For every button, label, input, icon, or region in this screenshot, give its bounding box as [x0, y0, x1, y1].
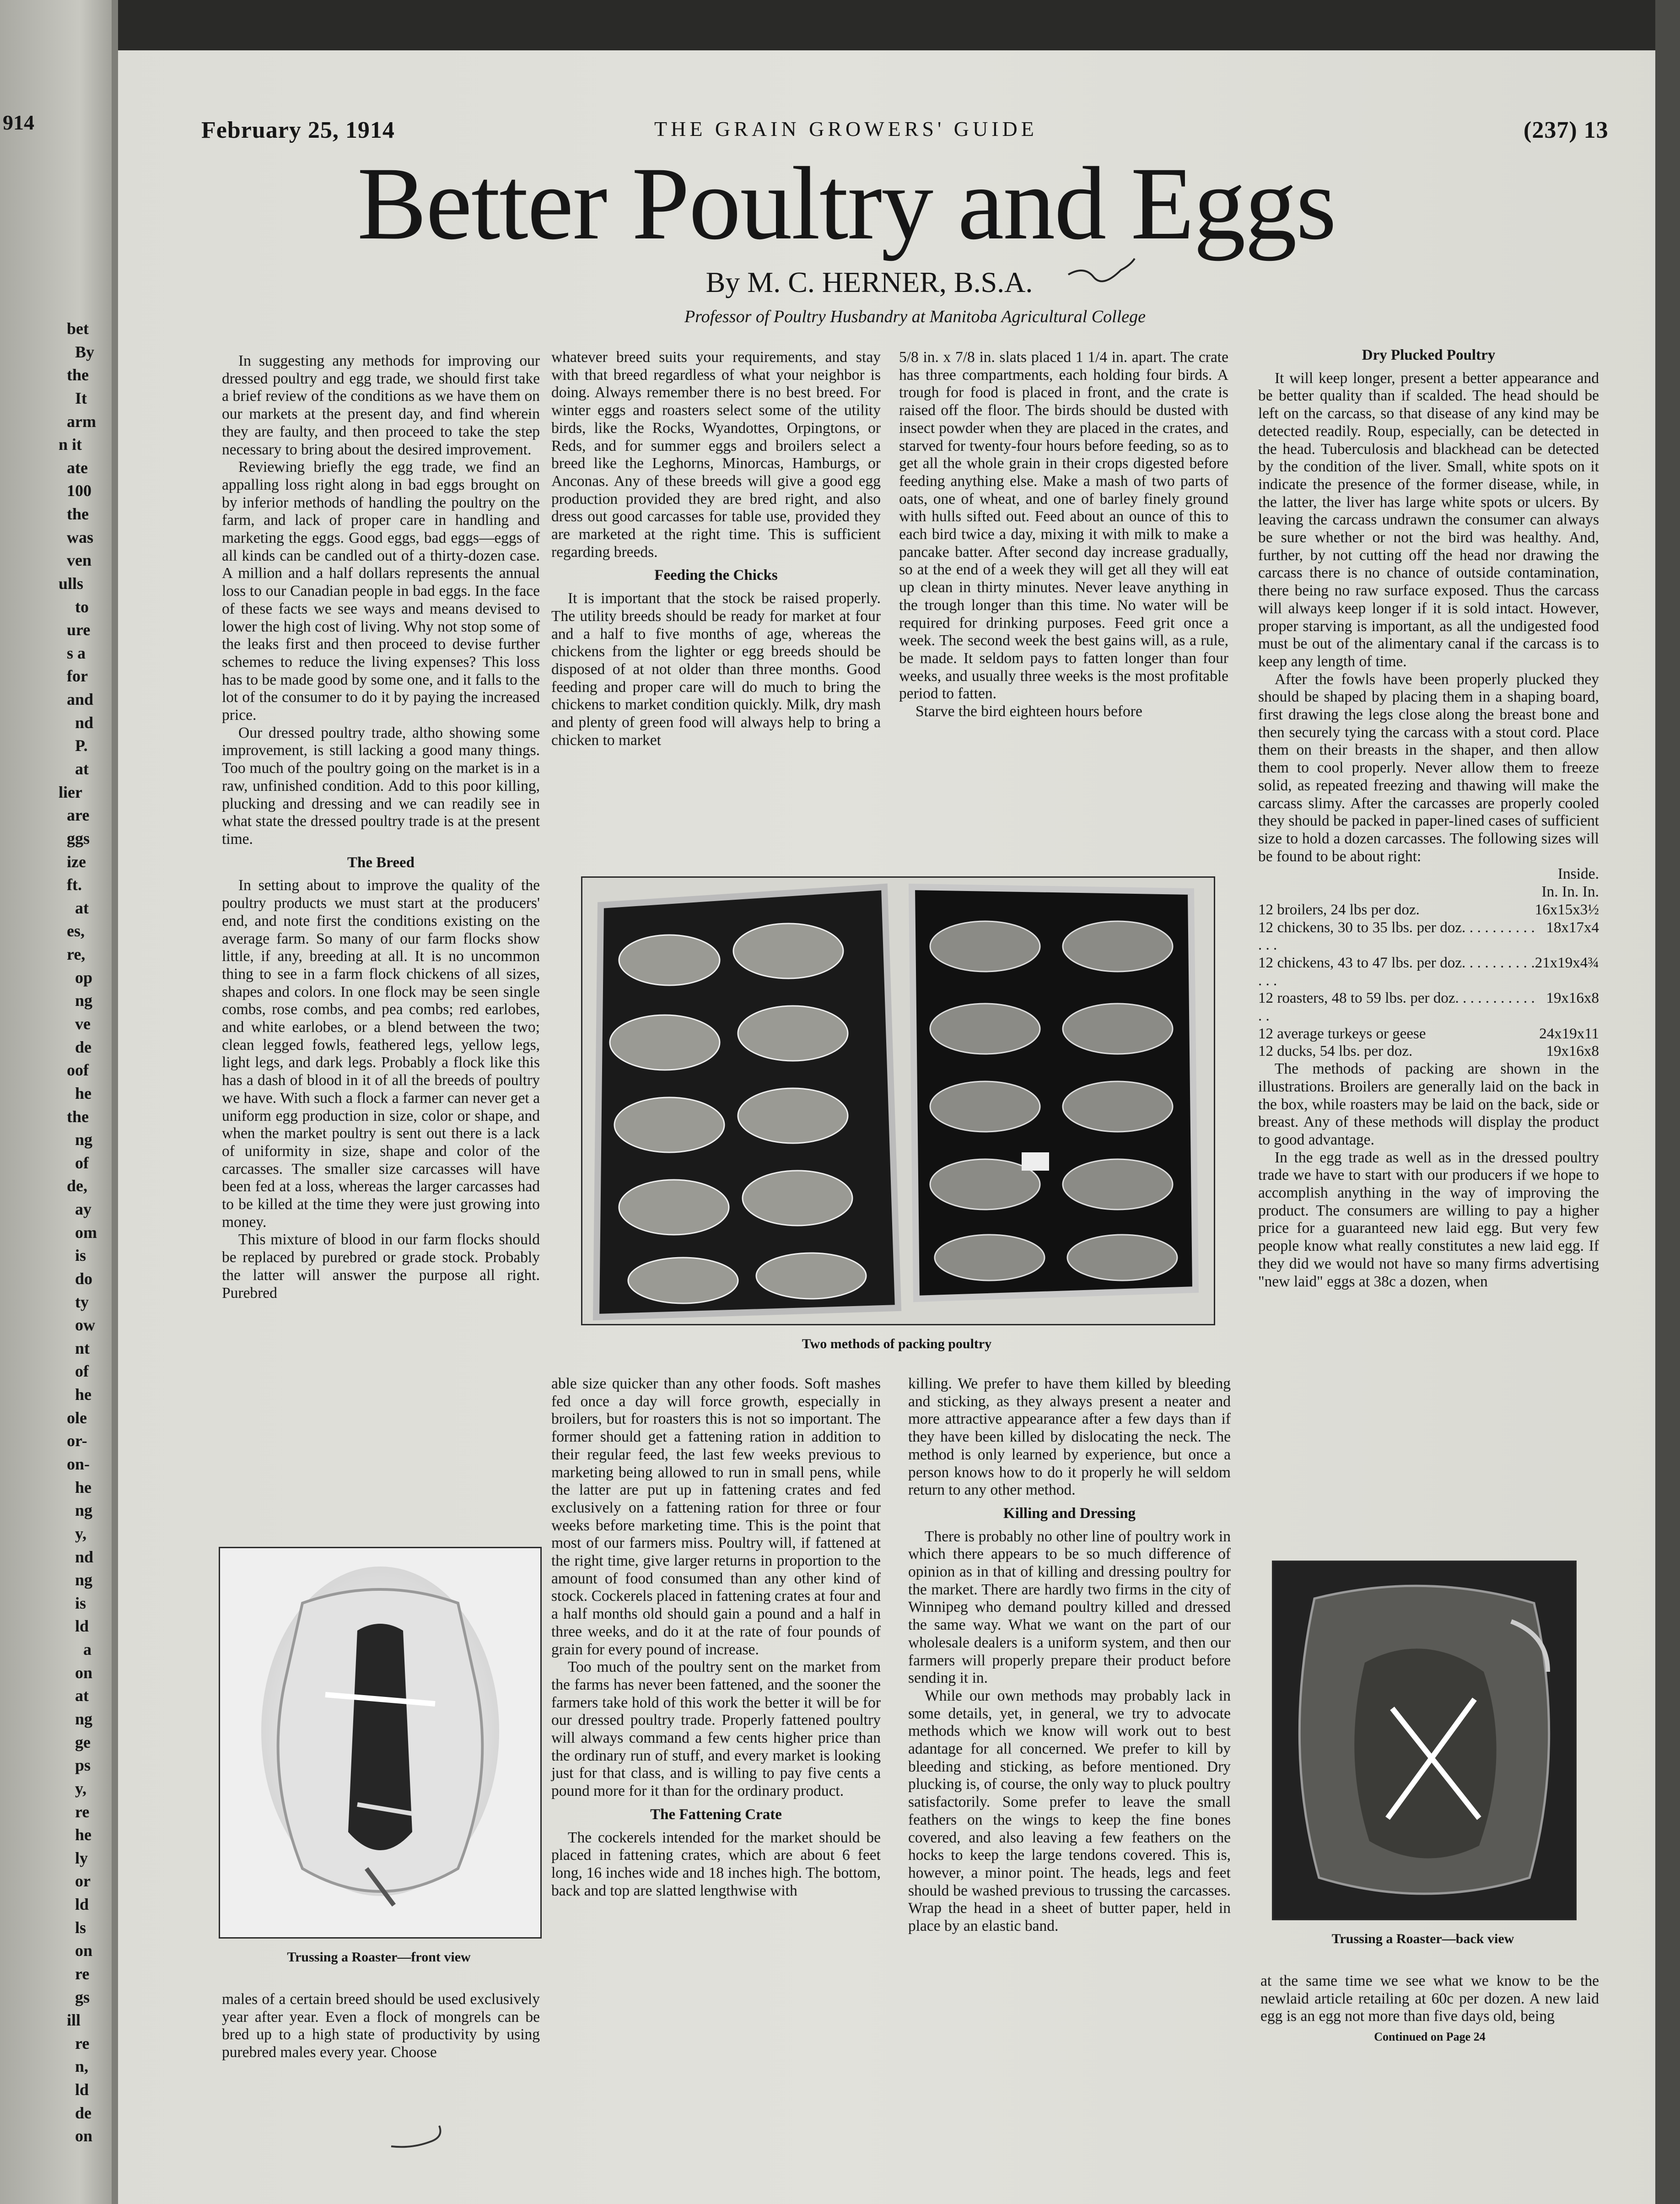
previous-page-date: 914: [3, 111, 34, 134]
size-item: 12 broilers, 24 lbs per doz.: [1258, 901, 1420, 918]
margin-fragment: By: [75, 343, 95, 361]
margin-fragment: ls: [75, 1918, 86, 1937]
paragraph: It will keep longer, present a better appearance and be better quality than if scalded. The head should be left on the carcass, so that disease of any kind may be detected readily. Roup, especially, can be detected in the head. Tuberculosis and blackhead can be detected by the condition of the liver. Small, white spots on it indicate the presence of the former disease, while, in the latter, the liver has large white spots or ulcers. By leaving the carcass undrawn the consumer can always be sure whether or not the bird was healthy. And, further, by not cutting off the head nor drawing the carcass there is no chance of outside contamination, there being no raw surface exposed. Thus the carcass will always keep longer if it is sold intact. However, proper starving is important, as all the undigested food must be out of the alimentary canal if the carcass is to keep any length of time.: [1258, 369, 1599, 670]
margin-fragment: ge: [75, 1733, 91, 1751]
margin-fragment: the: [67, 505, 89, 523]
column-1-top: [222, 352, 540, 1302]
column-4-bottom: [1260, 1972, 1599, 2046]
paragraph: There is probably no other line of poultry work in which there appears to be so much difference of opinion as in that of killing and dressing poultry for the market. There are hardly two firms in the city of Winnipeg who demand poultry killed and dressed the same way. What we want on the part of our wholesale dealers is a uniform system, and then our farmers will properly prepare their product before sending it in.: [908, 1528, 1231, 1687]
roaster-back-image: [1273, 1562, 1575, 1919]
margin-fragment: was: [67, 528, 94, 546]
margin-fragment: ld: [75, 2080, 89, 2099]
margin-fragment: bet: [67, 319, 89, 338]
size-row: [1258, 919, 1599, 954]
margin-fragment: re: [75, 2034, 90, 2053]
paragraph: 5/8 in. x 7/8 in. slats placed 1 1/4 in. apart. The crate has three compartments, each holding four birds. A trough for food is placed in front, and the crate is raised off the floor. The birds should be dusted with insect powder when they are placed in the crates, and starved for twenty-four hours before feeding, so as to get all the whole grain in their crops digested before feeding anything else. Make a mash of two parts of oats, one of wheat, and one of barley finely ground with hulls sifted out. Feed about an ounce of this to each bird twice a day, mixing it with milk to make a pancake batter. After second day increase gradually, so at the end of a week they will get all they will eat up clean in thirty minutes. Never leave anything in the trough longer than this time. No water will be required for drinking purposes. Feed grit once a week. The second week the best gains will, as a rule, be made. It seldom pays to fatten longer than four weeks, and usually three weeks is the most profitable period to fatten.: [899, 349, 1228, 702]
previous-page-fragment: [0, 0, 114, 2204]
margin-fragment: ay: [75, 1200, 92, 1218]
section-heading-dry-plucked: Dry Plucked Poultry: [1362, 347, 1496, 363]
column-4: [1258, 341, 1599, 1291]
margin-fragment: ure: [67, 621, 91, 639]
size-item: 12 ducks, 54 lbs. per doz.: [1258, 1043, 1413, 1060]
sizes-header-units: In. In. In.: [1541, 883, 1599, 901]
paragraph: In suggesting any methods for improving our dressed poultry and egg trade, we should first take a brief review of the conditions as we have them on our markets at the present day, and find wherein they are faulty, and then proceed to take the step necessary to bring about the desired improvement.: [222, 352, 540, 458]
size-item: 12 chickens, 30 to 35 lbs. per doz. . . . . . . . . . . . .: [1258, 919, 1535, 954]
margin-fragment: he: [75, 1826, 92, 1844]
margin-fragment: ve: [75, 1015, 91, 1033]
margin-fragment: or: [75, 1872, 91, 1890]
margin-fragment: de: [75, 1038, 92, 1056]
pencil-mark-icon: [1066, 256, 1139, 293]
scan-top-edge: [0, 0, 1680, 50]
margin-fragment: oof: [67, 1061, 89, 1079]
paragraph: Our dressed poultry trade, altho showing some improvement, is still lacking a good many things. Too much of the poultry going on the market is in a raw, unfinished condition. Add to this poor killing, plucking and dressing and we can readily see in what state the dressed poultry trade is at the present time.: [222, 724, 540, 848]
author-affiliation: Professor of Poultry Husbandry at Manitoba Agricultural College: [684, 307, 1146, 326]
section-heading-crate: The Fattening Crate: [650, 1806, 782, 1823]
column-3-bottom: [908, 1375, 1231, 1935]
column-2-bottom: [551, 1375, 881, 1900]
margin-fragment: he: [75, 1084, 92, 1102]
paragraph: After the fowls have been properly plucked they should be shaped by placing them in a shaping board, first drawing the legs close along the breast bone and then securely tying the carcass with a stout cord. Place them on their breasts in the shaper, and then allow them to cool properly. Never allow them to freeze solid, as repeated freezing and thawing will make the carcass slimy. After the carcasses are properly cooled they should be packed in paper-lined cases of sufficient size to hold a dozen carcasses. The following sizes will be found to be about right:: [1258, 670, 1599, 865]
margin-fragment: for: [67, 667, 88, 685]
photo-trussing-back: [1272, 1561, 1577, 1920]
paragraph: able size quicker than any other foods. Soft mashes fed once a day will force growth, especially in broilers, but for roasters this is not so important. The former should get a fattening ration in addition to their regular feed, the last few weeks previous to marketing being allowed to run in small pens, while the latter are put up in fattening crates and fed exclusively on a fattening ration for three or four weeks before marketing time. This is the point that most of our farmers miss. Poultry will, if fattened at the right time, give larger returns in proportion to the amount of food consumed than any other kind of stock. Cockerels placed in fattening crates at four and a half months old should gain a pound and a half in three weeks, and do it at the rate of four pounds of grain for every pound of increase.: [551, 1375, 881, 1658]
paragraph: at the same time we see what we know to be the newlaid article retailing at 60c per dozen. A new laid egg is an egg not more than five days old, being: [1260, 1972, 1599, 2025]
caption-trussing-back: Trussing a Roaster—back view: [1331, 1931, 1514, 1946]
section-heading-feeding: Feeding the Chicks: [654, 567, 778, 584]
caption-packing-poultry: Two methods of packing poultry: [802, 1336, 992, 1351]
margin-fragment: ng: [75, 1130, 93, 1149]
margin-fragment: 100: [67, 481, 92, 500]
margin-fragment: ven: [67, 551, 92, 569]
paragraph: Reviewing briefly the egg trade, we find an appalling loss right along in bad eggs brought on by inferior methods of handling the poultry on the farm, and lack of proper care in handling and marketing the eggs. Good eggs, bad eggs—eggs of all kinds can be candled out of a thirty-dozen case. A million and a half dollars represents the annual loss to our Canadian people in bad eggs. In the face of these facts we see ways and means devised to lower the high cost of living. Why not stop some of the leaks first and then proceed to devise further schemes to reduce the living expenses? This loss has to be made good by some one, and it falls to the lot of the consumer to do it by paying the increased price.: [222, 459, 540, 724]
margin-fragment: is: [75, 1246, 86, 1264]
size-row: [1258, 989, 1599, 1025]
margin-fragment: y,: [75, 1779, 87, 1798]
margin-fragment: or-: [67, 1432, 87, 1450]
sizes-header-inside: Inside.: [1557, 865, 1599, 883]
section-heading-killing: Killing and Dressing: [1003, 1505, 1136, 1522]
margin-fragment: y,: [75, 1524, 87, 1543]
margin-fragment: ize: [67, 853, 86, 871]
margin-fragment: of: [75, 1154, 89, 1172]
paragraph: It is important that the stock be raised properly. The utility breeds should be ready for market at four and a half to five months of age, whereas the chickens from the lighter or egg breeds should be disposed of at not older than three months. Good feeding and proper care will do much to bring the chickens to market condition quickly. Milk, dry mash and plenty of green food will always help to bring a chicken to market: [551, 590, 881, 749]
margin-fragment: to: [75, 598, 89, 616]
margin-fragment: on: [75, 1941, 93, 1960]
margin-fragment: nd: [75, 1548, 94, 1566]
margin-fragment: arm: [67, 412, 96, 431]
size-item: 12 roasters, 48 to 59 lbs. per doz. . . . . . . . . . . . .: [1258, 990, 1535, 1025]
paragraph: whatever breed suits your requirements, and stay with that breed regardless of what your neighbor is doing. Always remember there is no best breed. For winter eggs and roasters select some of the utility birds, like the Rocks, Wyandottes, Orpingtons, or Reds, and for summer eggs and broilers select a breed like the Leghorns, Minorcas, Hamburgs, or Anconas. Any of these breeds will give a good egg production provided they are bred right, and also dress out good carcasses for table use, provided they are marketed at the right time. This is sufficient regarding breeds.: [551, 349, 881, 561]
byline: By M. C. HERNER, B.S.A.: [705, 266, 1033, 298]
margin-fragment: n it: [59, 435, 82, 454]
margin-fragment: at: [75, 760, 89, 778]
caption-trussing-front: Trussing a Roaster—front view: [287, 1950, 471, 1965]
size-dims: 18x17x4: [1546, 919, 1599, 936]
size-dims: 24x19x11: [1539, 1025, 1599, 1042]
margin-fragment: the: [67, 1107, 89, 1126]
margin-fragment: ld: [75, 1617, 89, 1635]
margin-fragment: lier: [59, 783, 82, 801]
paragraph: While our own methods may probably lack in some details, yet, in general, we try to advocate methods which we know will work out to best adantage for all concerned. We prefer to kill by bleeding and sticking, as before mentioned. Dry plucking is, of course, the only way to pluck poultry satisfactorily. Some prefer to leave the small feathers on the wings to keep the fine bones covered, and also leaving a few feathers on the hocks to keep the large tendons covered. This is, however, a minor point. The heads, legs and feet should be washed previous to trussing the carcasses. Wrap the head in a sheet of butter paper, held in place by an elastic band.: [908, 1687, 1231, 1935]
margin-fragment: de: [75, 2104, 92, 2122]
column-2-top: [551, 349, 881, 749]
margin-fragment: ft.: [67, 875, 82, 894]
paragraph: In setting about to improve the quality of the poultry products we must start at the producers' end, and note first the conditions existing on the average farm. So many of our farm flocks show little, if any, breeding at all. It is no uncommon thing to see in a farm flock chickens of all sizes, shapes and colors. In one flock may be seen single combs, rose combs, and pea combs; red earlobes, and white earlobes, or a blend between the two; clean legged fowls, feathered legs, yellow legs, light legs, and dark legs. Probably a flock like this has a dash of blood in it of all the breeds of poultry we have. With such a flock a farmer can never get a uniform egg production in size, color or shape, and when the market poultry is sent out there is a lack of uniformity in size, shape and color of the carcasses. The smaller size carcasses will have been fed at a loss, whereas the larger carcasses had to be killed at the time they were just growing into money.: [222, 877, 540, 1231]
section-heading-breed: The Breed: [347, 854, 415, 871]
photo-trussing-front: [219, 1547, 542, 1939]
margin-fragment: ill: [67, 2011, 81, 2029]
margin-fragment: on: [75, 2127, 93, 2145]
margin-fragment: the: [67, 366, 89, 384]
margin-fragment: he: [75, 1385, 92, 1404]
size-row: [1258, 1025, 1599, 1043]
margin-fragment: do: [75, 1269, 93, 1288]
margin-fragment: It: [75, 389, 87, 407]
margin-fragment: nd: [75, 713, 94, 732]
article-title: Better Poultry and Eggs: [357, 146, 1336, 261]
column-3-top: [899, 349, 1228, 721]
pencil-mark-icon: [389, 2123, 458, 2151]
photo-packing-poultry: [581, 876, 1215, 1325]
margin-fragment: nt: [75, 1339, 90, 1357]
margin-fragment: om: [75, 1223, 97, 1242]
size-row: [1258, 901, 1599, 919]
margin-fragment: a: [83, 1640, 92, 1658]
paragraph: The cockerels intended for the market should be placed in fattening crates, which are about 6 feet long, 16 inches wide and 18 inches high. The bottom, back and top are slatted lengthwise with: [551, 1829, 881, 1899]
margin-fragment: es,: [67, 922, 85, 940]
margin-fragment: and: [67, 690, 94, 708]
margin-fragment: op: [75, 968, 93, 987]
paragraph: Starve the bird eighteen hours before: [915, 703, 1142, 720]
margin-fragment: s a: [67, 644, 86, 662]
case-sizes-table: [1258, 901, 1599, 1060]
publication-name: THE GRAIN GROWERS' GUIDE: [654, 117, 1038, 140]
roaster-front-image: [220, 1548, 540, 1937]
packing-boxes-image: [582, 878, 1214, 1324]
margin-fragment: re,: [67, 945, 86, 963]
margin-fragment: ps: [75, 1756, 91, 1774]
continued-notice: Continued on Page 24: [1374, 2030, 1486, 2044]
margin-fragment: on: [75, 1664, 93, 1682]
margin-fragment: re: [75, 1803, 90, 1821]
paragraph: Too much of the poultry sent on the market from the farms has never been fattened, and the sooner the farmers take hold of this work the better it will be for our dressed poultry trade. Properly fattened poultry will always command a few cents higher price than the ordinary run of stuff, and every market is looking just for that class, and is willing to pay five cents a pound more for it than for the ordinary product.: [551, 1658, 881, 1800]
margin-fragment: at: [75, 1686, 89, 1705]
margin-fragment: ng: [75, 1710, 93, 1728]
size-dims: 19x16x8: [1546, 990, 1599, 1007]
margin-fragment: ng: [75, 1501, 93, 1519]
margin-fragment: ng: [75, 1571, 93, 1589]
size-dims: 21x19x4¾: [1535, 954, 1599, 971]
page-number: (237) 13: [1524, 117, 1609, 143]
margin-fragment: ng: [75, 991, 93, 1010]
paragraph: The methods of packing are shown in the illustrations. Broilers are generally laid on the back in the box, while roasters may be laid on the back, side or breast. Any of these methods will display the product to good advantage.: [1258, 1060, 1599, 1148]
size-dims: 16x15x3½: [1535, 901, 1599, 918]
margin-fragment: ulls: [59, 574, 84, 593]
margin-fragment: ole: [67, 1409, 87, 1427]
size-item: 12 chickens, 43 to 47 lbs. per doz. . . . . . . . . . . . .: [1258, 954, 1535, 989]
margin-fragment: n,: [75, 2057, 89, 2075]
size-item: 12 average turkeys or geese: [1258, 1025, 1426, 1042]
margin-fragment: gs: [75, 1988, 90, 2006]
size-row: [1258, 1043, 1599, 1060]
size-dims: 19x16x8: [1546, 1043, 1599, 1060]
margin-fragment: are: [67, 806, 90, 824]
margin-fragment: re: [75, 1965, 90, 1983]
margin-fragment: on-: [67, 1455, 90, 1473]
margin-fragment: of: [75, 1362, 89, 1380]
margin-fragment: he: [75, 1478, 92, 1496]
paragraph: This mixture of blood in our farm flocks should be replaced by purebred or grade stock. Probably the latter will answer the purpose all right. Purebred: [222, 1231, 540, 1302]
margin-fragment: de,: [67, 1177, 87, 1195]
margin-fragment: ow: [75, 1316, 95, 1334]
size-row: [1258, 954, 1599, 989]
issue-date: February 25, 1914: [201, 117, 395, 143]
paragraph: In the egg trade as well as in the dressed poultry trade we have to start with our producers if we hope to accomplish anything in the way of improving the product. The consumers are willing to pay a higher price for a guaranteed new laid egg. But very few people know what really constitutes a new laid egg. If they did we would not have so many firms advertising "new laid" eggs at 38c a dozen, when: [1258, 1149, 1599, 1290]
paragraph: males of a certain breed should be used exclusively year after year. Even a flock of mongrels can be bred up to a high state of productivity by using purebred males every year. Choose: [222, 1991, 540, 2061]
column-1-bottom: [222, 1991, 540, 2062]
page-gutter: [112, 0, 118, 2204]
margin-fragment: ty: [75, 1293, 89, 1311]
margin-fragment: ggs: [67, 829, 90, 848]
margin-fragment: is: [75, 1594, 86, 1612]
margin-fragment: P.: [75, 736, 88, 755]
margin-fragment: ld: [75, 1895, 89, 1913]
scan-right-edge: [1655, 0, 1680, 2204]
margin-fragment: ate: [67, 459, 88, 477]
margin-fragment: at: [75, 899, 89, 917]
paragraph: killing. We prefer to have them killed by bleeding and sticking, as they always present a neater and more attractive appearance after a few days than if they have been killed by dislocating the neck. The method is only learned by experience, but once a person knows how to do it properly he will seldom return to any other method.: [908, 1375, 1231, 1499]
margin-fragment: ly: [75, 1849, 88, 1867]
